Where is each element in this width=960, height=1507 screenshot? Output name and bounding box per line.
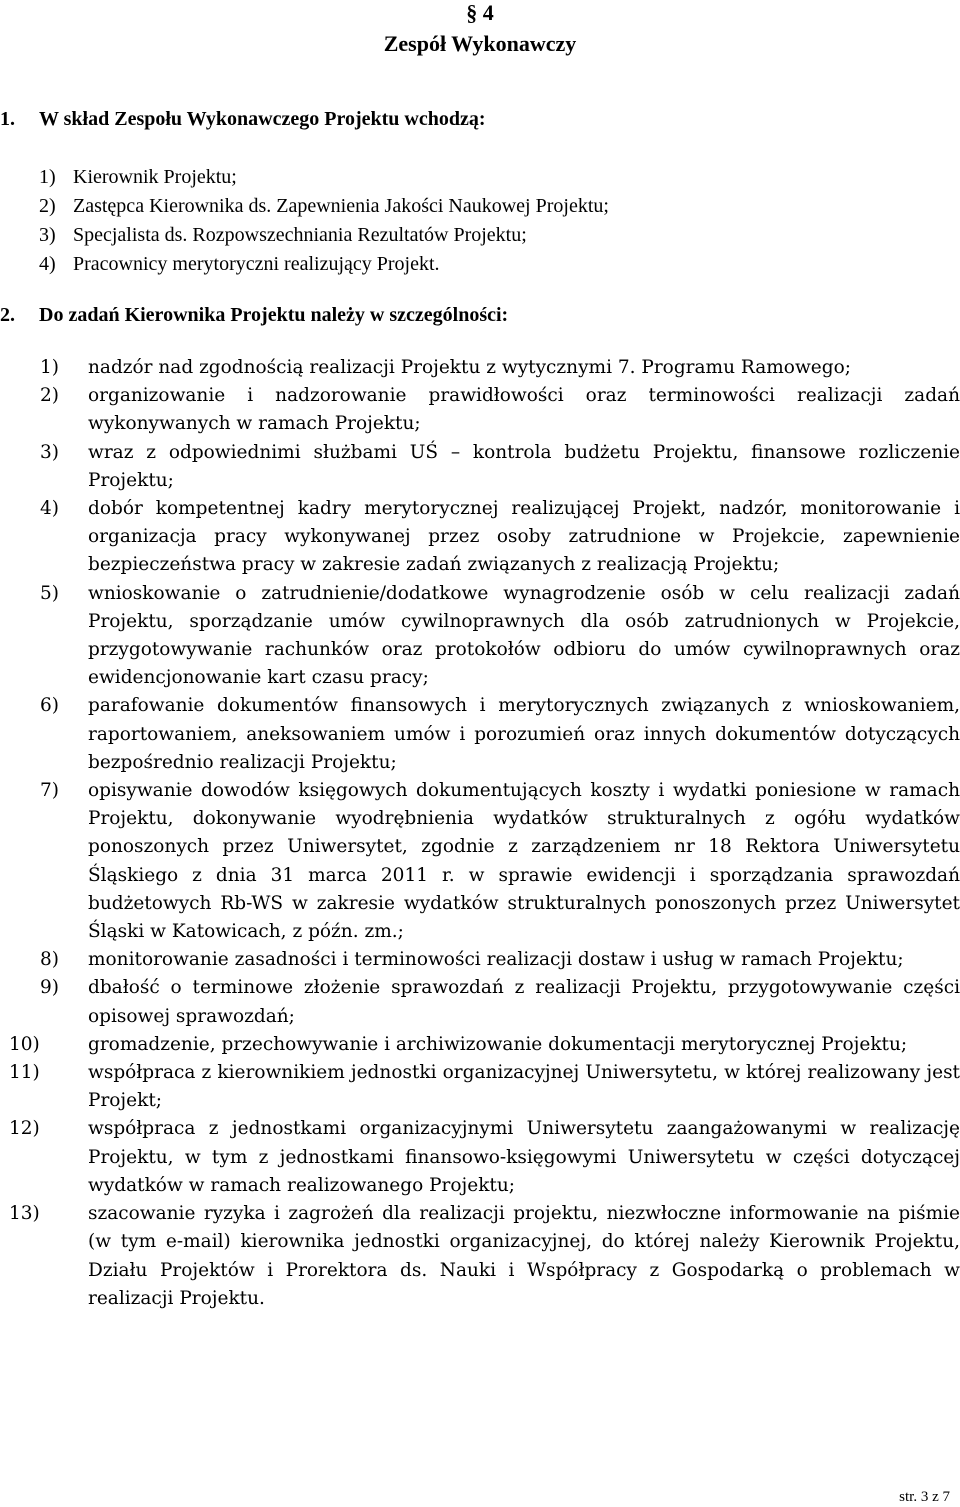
item-number: 7) — [40, 780, 59, 802]
item-number: 12) — [9, 1118, 40, 1140]
item-number: 3) — [40, 441, 59, 463]
item-text: Kierownik Projektu; — [73, 166, 237, 188]
item-number: 4) — [40, 498, 59, 520]
item-number: 2) — [40, 385, 59, 407]
item-number: 2) — [39, 195, 56, 217]
team-members-list — [0, 164, 960, 280]
list-item — [0, 777, 960, 946]
list-item — [0, 1059, 960, 1115]
item-number: 1) — [40, 357, 59, 378]
list-item — [0, 354, 960, 382]
section-number: 1. — [0, 108, 15, 130]
item-number: 11) — [9, 1062, 40, 1084]
section-number: 2. — [0, 304, 15, 326]
item-text: współpraca z jednostkami organizacyjnymi Uniwersytetu zaangażowanymi w realizację Projektu, w tym z jednostkami finansowo-księgowymi Uniwersytetu w części dotyczącej wydatków w ramach realizowanego Projektu; — [88, 1118, 960, 1196]
item-number: 9) — [40, 977, 59, 999]
page-number: str. 3 z 7 — [899, 1489, 950, 1505]
item-number: 10) — [9, 1033, 40, 1055]
item-text: dbałość o terminowe złożenie sprawozdań z realizacji Projektu, przygotowywanie części opisowej sprawozdań; — [88, 977, 960, 1027]
list-item — [0, 580, 960, 693]
list-item — [0, 1200, 960, 1313]
item-text: opisywanie dowodów księgowych dokumentujących koszty i wydatki poniesione w ramach Projektu, dokonywanie wyodrębnienia wydatków strukturalnych z ogółu wydatków ponoszonych przez Uniwersytet, zgodnie z zarządzeniem nr 18 Rektora Uniwersytetu Śląskiego z dnia 31 marca 2011 r. w sprawie ewidencji i sporządzania sprawozdań budżetowych Rb-WS w zakresie wydatków strukturalnych ponoszonych przez Uniwersytet Śląski w Katowicach, z późn. zm.; — [88, 780, 960, 943]
item-number: 4) — [39, 253, 56, 275]
item-number: 8) — [40, 949, 59, 971]
item-number: 5) — [40, 582, 59, 604]
item-text: gromadzenie, przechowywanie i archiwizowanie dokumentacji merytorycznej Projektu; — [88, 1033, 908, 1055]
item-number: 1) — [39, 166, 56, 188]
item-number: 6) — [40, 695, 59, 717]
list-item — [0, 495, 960, 580]
item-text: szacowanie ryzyka i zagrożeń dla realizacji projektu, niezwłoczne informowanie na piśmie (w tym e-mail) kierownika jednostki organizacyjnej, do której należy Kierownik Projektu, Działu Projektów i Prorektora ds. Nauki i Współpracy z Gospodarką o problemach w realizacji Projektu. — [88, 1203, 960, 1309]
item-number: 3) — [39, 224, 56, 246]
list-item — [0, 1115, 960, 1200]
list-item — [0, 164, 960, 193]
paragraph-title: Zespół Wykonawczy — [383, 31, 577, 56]
list-item — [0, 692, 960, 777]
item-text: organizowanie i nadzorowanie prawidłowości oraz terminowości realizacji zadań wykonywanych w ramach Projektu; — [88, 385, 960, 435]
item-text: Zastępca Kierownika ds. Zapewnienia Jakości Naukowej Projektu; — [73, 195, 609, 217]
manager-duties-list — [0, 354, 960, 1313]
item-text: wraz z odpowiednimi służbami UŚ – kontrola budżetu Projektu, finansowe rozliczenie Projektu; — [88, 441, 960, 491]
item-text: współpraca z kierownikiem jednostki organizacyjnej Uniwersytetu, w której realizowany jest Projekt; — [88, 1062, 960, 1112]
list-item — [0, 193, 960, 222]
item-text: wnioskowanie o zatrudnienie/dodatkowe wynagrodzenie osób w celu realizacji zadań Projektu, sporządzanie umów cywilnoprawnych dla osób zatrudnionych w Projekcie, przygotowywanie rachunków oraz protokołów odbioru do umów cywilnoprawnych oraz ewidencjonowanie kart czasu pracy; — [88, 582, 960, 689]
item-number: 13) — [9, 1203, 40, 1225]
item-text: monitorowanie zasadności i terminowości realizacji dostaw i usług w ramach Projektu; — [88, 949, 904, 971]
list-item — [0, 439, 960, 495]
section-heading-text: W skład Zespołu Wykonawczego Projektu wchodzą: — [39, 108, 486, 130]
list-item — [0, 382, 960, 438]
item-text: Specjalista ds. Rozpowszechniania Rezultatów Projektu; — [73, 224, 527, 246]
item-text: Pracownicy merytoryczni realizujący Projekt. — [73, 253, 440, 275]
item-text: parafowanie dokumentów finansowych i merytorycznych związanych z wnioskowaniem, raportowaniem, aneksowaniem umów i porozumień oraz innych dokumentów dotyczących bezpośrednio realizacji Projektu; — [88, 695, 960, 773]
section-heading-text: Do zadań Kierownika Projektu należy w szczególności: — [39, 304, 509, 326]
paragraph-number: § 4 — [466, 0, 494, 25]
list-item — [0, 946, 960, 974]
list-item — [0, 974, 960, 1030]
list-item — [0, 222, 960, 251]
list-item — [0, 251, 960, 280]
item-text: dobór kompetentnej kadry merytorycznej realizującej Projekt, nadzór, monitorowanie i organizacja pracy wykonywanej przez osoby zatrudnione w Projekcie, zapewnienie bezpieczeństwa pracy w zakresie zadań związanych z realizacją Projektu; — [88, 498, 960, 576]
list-item — [0, 1031, 960, 1059]
item-text: nadzór nad zgodnością realizacji Projektu z wytycznymi 7. Programu Ramowego; — [88, 357, 851, 378]
